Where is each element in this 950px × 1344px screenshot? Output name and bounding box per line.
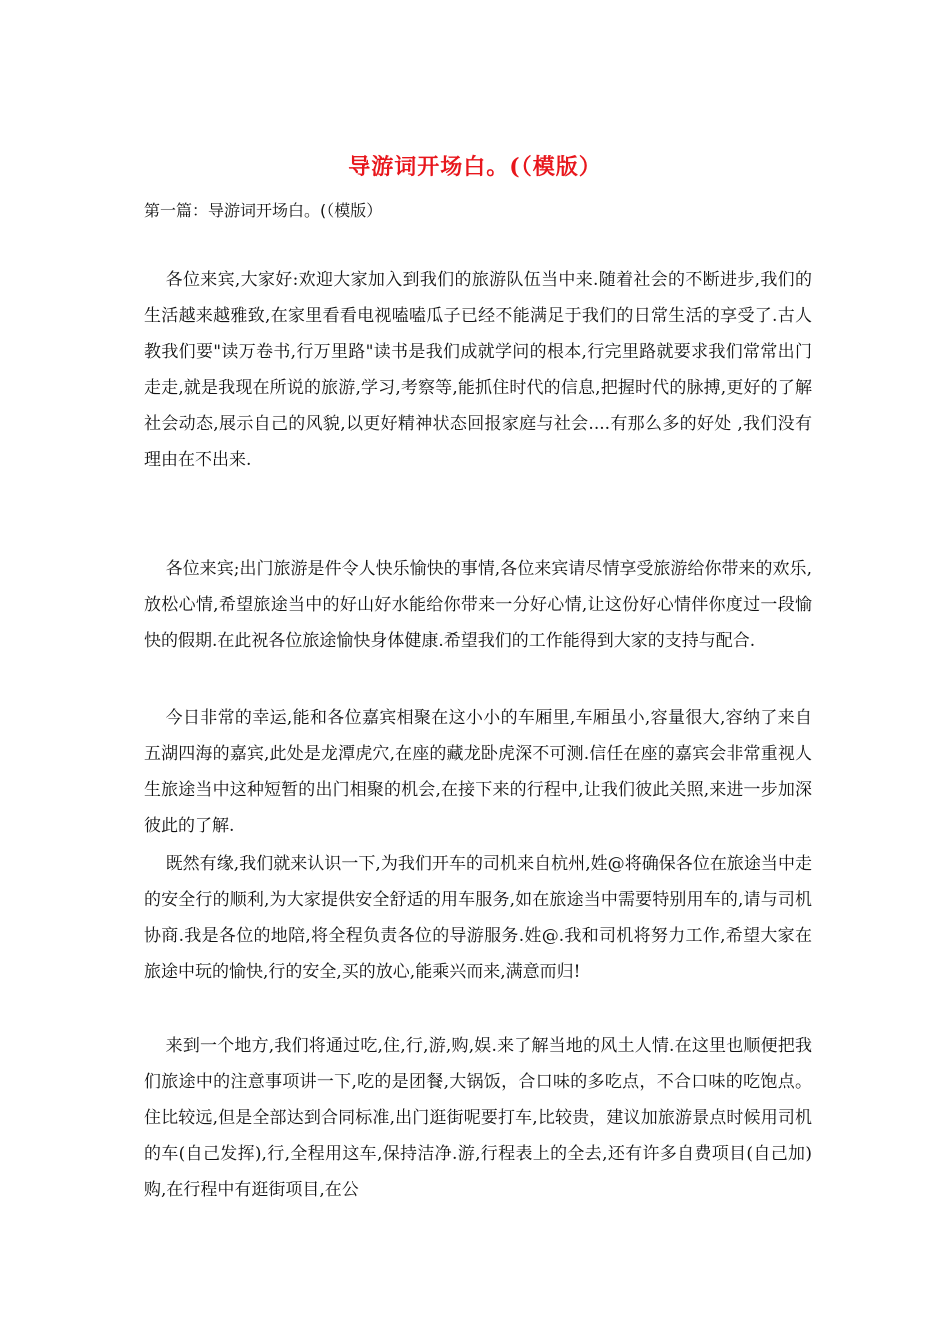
paragraph: 各位来宾,大家好:欢迎大家加入到我们的旅游队伍当中来.随着社会的不断进步,我们的生活越来越雅致,在家里看看电视嗑嗑瓜子已经不能满足于我们的日常生活的享受了.古人教我们要"读万卷书,行万里路"读书是我们成就学问的根本,行完里路就要求我们常常出门走走,就是我现在所说的旅游,学习,考察等,能抓住时代的信息,把握时代的脉搏,更好的了解社会动态,展示自己的风貌,以更好精神状态回报家庭与社会....有那么多的好处 ,我们没有理由在不出来. <box>144 270 812 470</box>
document-title: 导游词开场白。(（模版） <box>348 154 602 180</box>
section-heading: 第一篇：导游词开场白。(（模版） <box>144 201 383 220</box>
paragraph: 今日非常的幸运,能和各位嘉宾相聚在这小小的车厢里,车厢虽小,容量很大,容纳了来自五湖四海的嘉宾,此处是龙潭虎穴,在座的藏龙卧虎深不可测.信任在座的嘉宾会非常重视人生旅途当中这种短暂的出门相聚的机会,在接下来的行程中,让我们彼此关照,来进一步加深彼此的了解. <box>144 708 812 836</box>
paragraph: 各位来宾;出门旅游是件令人快乐愉快的事情,各位来宾请尽情享受旅游给你带来的欢乐,放松心情,希望旅途当中的好山好水能给你带来一分好心情,让这份好心情伴你度过一段愉快的假期.在此祝各位旅途愉快身体健康.希望我们的工作能得到大家的支持与配合. <box>144 559 812 651</box>
paragraph: 既然有缘,我们就来认识一下,为我们开车的司机来自杭州,姓@将确保各位在旅途当中走的安全行的顺利,为大家提供安全舒适的用车服务,如在旅途当中需要特别用车的,请与司机协商.我是各位的地陪,将全程负责各位的导游服务.姓@.我和司机将努力工作,希望大家在旅途中玩的愉快,行的安全,买的放心,能乘兴而来,满意而归! <box>144 854 812 982</box>
paragraph: 来到一个地方,我们将通过吃,住,行,游,购,娱.来了解当地的风土人情.在这里也顺便把我们旅途中的注意事项讲一下,吃的是团餐,大锅饭，合口味的多吃点，不合口味的吃饱点。住比较远,但是全部达到合同标准,出门逛街呢要打车,比较贵，建议加旅游景点时候用司机的车(自己发挥),行,全程用这车,保持洁净.游,行程表上的全去,还有许多自费项目(自己加) 购,在行程中有逛街项目,在公 <box>144 1036 812 1200</box>
